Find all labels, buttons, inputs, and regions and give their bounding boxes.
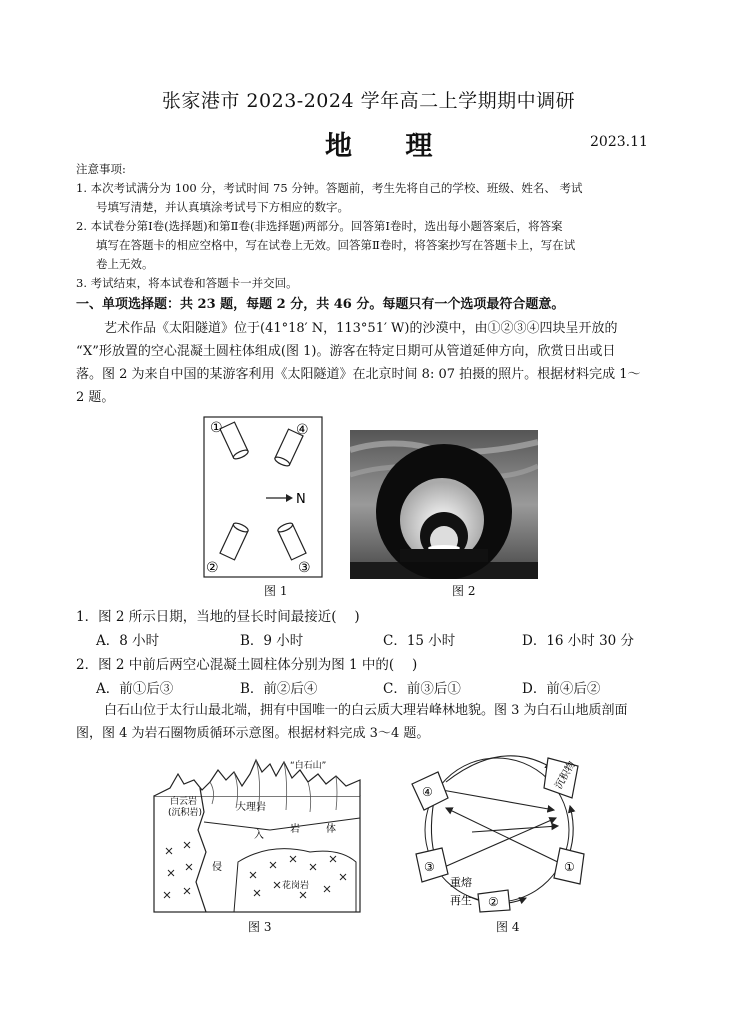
passage-line: 艺术作品《太阳隧道》位于(41°18′ N，113°51′ W)的沙漠中，由①②③④四块呈开放的 [104, 321, 618, 336]
exam-date: 2023.11 [590, 134, 648, 150]
figure-4-caption: 图 4 [496, 920, 520, 934]
notice-heading: 注意事项: [76, 162, 126, 176]
question-1-stem: 1．图 2 所示日期，当地的昼长时间最接近( ) [76, 609, 360, 625]
passage-line: 白石山位于太行山最北端，拥有中国唯一的白云质大理岩峰林地貌。图 3 为白石山地质剖面 [104, 703, 628, 718]
figure-2-caption: 图 2 [452, 584, 476, 598]
label-marble: 大理岩 [236, 802, 266, 813]
question-2-stem: 2．图 2 中前后两空心混凝土圆柱体分别为图 1 中的( ) [76, 657, 418, 673]
fig4-label-remelt: 重熔 [450, 876, 472, 889]
notice-line: 2. 本试卷分第Ⅰ卷(选择题)和第Ⅱ卷(非选择题)两部分。回答第Ⅰ卷时，选出每小题答案后，将答案 [76, 219, 563, 233]
figure-1-diagram [200, 412, 330, 580]
notice-line: 号填写清楚，并认真填涂考试号下方相应的数字。 [96, 200, 349, 214]
fig4-label-4: ④ [422, 785, 433, 799]
figure-3-diagram [150, 752, 368, 916]
q2-option-d: D．前④后② [522, 681, 601, 697]
label-intrusion-ru: 入 [254, 830, 264, 841]
fig4-label-3: ③ [424, 860, 435, 874]
label-intrusion-ti: 体 [326, 824, 336, 835]
fig4-label-1: ① [564, 860, 575, 874]
q1-option-c: C．15 小时 [383, 633, 456, 649]
subject-title: 地 理 [325, 131, 455, 162]
q2-option-a: A．前①后③ [96, 681, 174, 697]
label-baishishan: “白石山” [290, 761, 327, 771]
label-sedimentary: (沉积岩) [168, 808, 203, 818]
notice-line: 3. 考试结束，将本试卷和答题卡一并交回。 [76, 276, 298, 290]
q2-option-b: B．前②后④ [240, 681, 318, 697]
passage-line: “X”形放置的空心混凝土圆柱体组成(图 1)。游客在特定日期可从管道延伸方向，欣赏日出或日 [76, 344, 616, 359]
passage-line: 图，图 4 为岩石圈物质循环示意图。根据材料完成 3～4 题。 [76, 726, 430, 741]
figure-2-photo [350, 430, 538, 579]
exam-title: 张家港市 2023-2024 学年高二上学期期中调研 [161, 90, 576, 112]
fig4-label-regen: 再生 [450, 894, 472, 907]
fig1-label-2: ② [206, 560, 219, 576]
fig1-label-1: ① [210, 420, 223, 436]
passage-line: 2 题。 [76, 390, 115, 405]
label-granite: 花岗岩 [282, 881, 310, 891]
notice-line: 填写在答题卡的相应空格中，写在试卷上无效。回答第Ⅱ卷时，将答案抄写在答题卡上，写在试 [96, 238, 576, 252]
notice-line: 1. 本次考试满分为 100 分，考试时间 75 分钟。答题前，考生先将自己的学校、班级、姓名、 考试 [76, 181, 583, 195]
q1-option-a: A．8 小时 [96, 633, 160, 649]
fig1-label-4: ④ [296, 422, 309, 438]
q1-option-d: D．16 小时 30 分 [522, 633, 635, 649]
north-label: N [296, 492, 306, 507]
figure-3-caption: 图 3 [248, 920, 272, 934]
q1-option-b: B．9 小时 [240, 633, 304, 649]
label-intrusion-qin: 侵 [212, 862, 222, 873]
notice-line: 卷上无效。 [96, 257, 154, 271]
passage-line: 落。图 2 为来自中国的某游客利用《太阳隧道》在北京时间 8: 07 拍摄的照片。根据材料完成 1～ [76, 367, 641, 382]
label-dolomite: 白云岩 [170, 797, 198, 807]
fig4-label-2: ② [488, 895, 499, 909]
fig4-label-sediment: 沉积物 [553, 759, 578, 792]
figure-1-caption: 图 1 [264, 584, 288, 598]
fig1-label-3: ③ [298, 560, 311, 576]
label-intrusion-yan: 岩 [290, 824, 300, 835]
figure-4-diagram [402, 744, 592, 914]
q2-option-c: C．前③后① [383, 681, 461, 697]
section-heading: 一、单项选择题：共 23 题，每题 2 分，共 46 分。每题只有一个选项最符合题意。 [76, 297, 565, 312]
